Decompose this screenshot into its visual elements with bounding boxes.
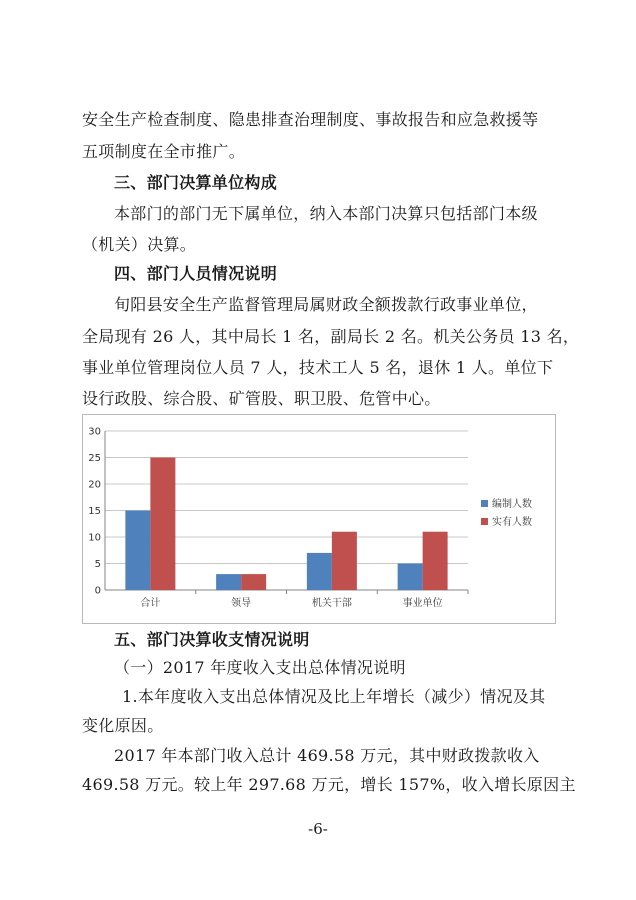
legend-swatch — [481, 500, 488, 507]
bar-authorized — [125, 511, 150, 591]
y-tick-label: 20 — [88, 479, 101, 491]
legend-label: 实有人数 — [492, 517, 532, 528]
paragraph-line: （一）2017 年度收入支出总体情况说明 — [114, 658, 406, 677]
paragraph-line: 2017 年本部门收入总计 469.58 万元，其中财政拨款收入 — [114, 746, 540, 765]
paragraph-line: 469.58 万元。较上年 297.68 万元，增长 157%，收入增长原因主 — [82, 775, 576, 794]
bar-authorized — [398, 564, 423, 591]
x-category-label: 合计 — [140, 598, 161, 609]
paragraph-line: 全局现有 26 人，其中局长 1 名，副局长 2 名。机关公务员 13 名， — [82, 327, 580, 346]
paragraph-line: 1.本年度收入支出总体情况及比上年增长（减少）情况及其 — [122, 687, 546, 706]
y-tick-label: 15 — [88, 506, 101, 517]
bar-actual — [241, 574, 266, 590]
page-number: -6- — [308, 820, 328, 838]
bar-authorized — [216, 574, 241, 590]
bar-actual — [423, 532, 448, 590]
paragraph-line: 本部门的部门无下属单位，纳入本部门决算只包括部门本级 — [114, 204, 538, 223]
section-heading: 五、部门决算收支情况说明 — [114, 630, 310, 649]
x-category-label: 领导 — [231, 598, 252, 609]
y-tick-label: 25 — [88, 453, 101, 464]
y-tick-label: 30 — [88, 426, 101, 438]
section-heading: 三、部门决算单位构成 — [114, 173, 278, 192]
paragraph-line: 安全生产检查制度、隐患排查治理制度、事故报告和应急救援等 — [82, 110, 539, 129]
paragraph-line: （机关）决算。 — [82, 235, 197, 254]
bar-actual — [332, 532, 357, 590]
staff-bar-chart — [82, 414, 556, 624]
y-tick-label: 10 — [88, 532, 101, 544]
chart-canvas — [83, 415, 555, 623]
paragraph-line: 事业单位管理岗位人员 7 人，技术工人 5 名，退休 1 人。单位下 — [82, 358, 554, 377]
y-tick-label: 0 — [94, 585, 101, 597]
paragraph-line: 变化原因。 — [82, 716, 164, 735]
x-category-label: 事业单位 — [402, 598, 443, 609]
legend-label: 编制人数 — [492, 499, 532, 510]
paragraph-line: 五项制度在全市推广。 — [82, 142, 246, 161]
bar-actual — [150, 458, 175, 591]
x-category-label: 机关干部 — [311, 598, 352, 609]
y-tick-label: 5 — [94, 559, 101, 570]
legend-swatch — [481, 518, 488, 525]
bar-authorized — [307, 553, 332, 590]
paragraph-line: 设行政股、综合股、矿管股、职卫股、危管中心。 — [82, 389, 441, 408]
paragraph-line: 旬阳县安全生产监督管理局属财政全额拨款行政事业单位， — [114, 295, 538, 314]
section-heading: 四、部门人员情况说明 — [114, 264, 278, 283]
